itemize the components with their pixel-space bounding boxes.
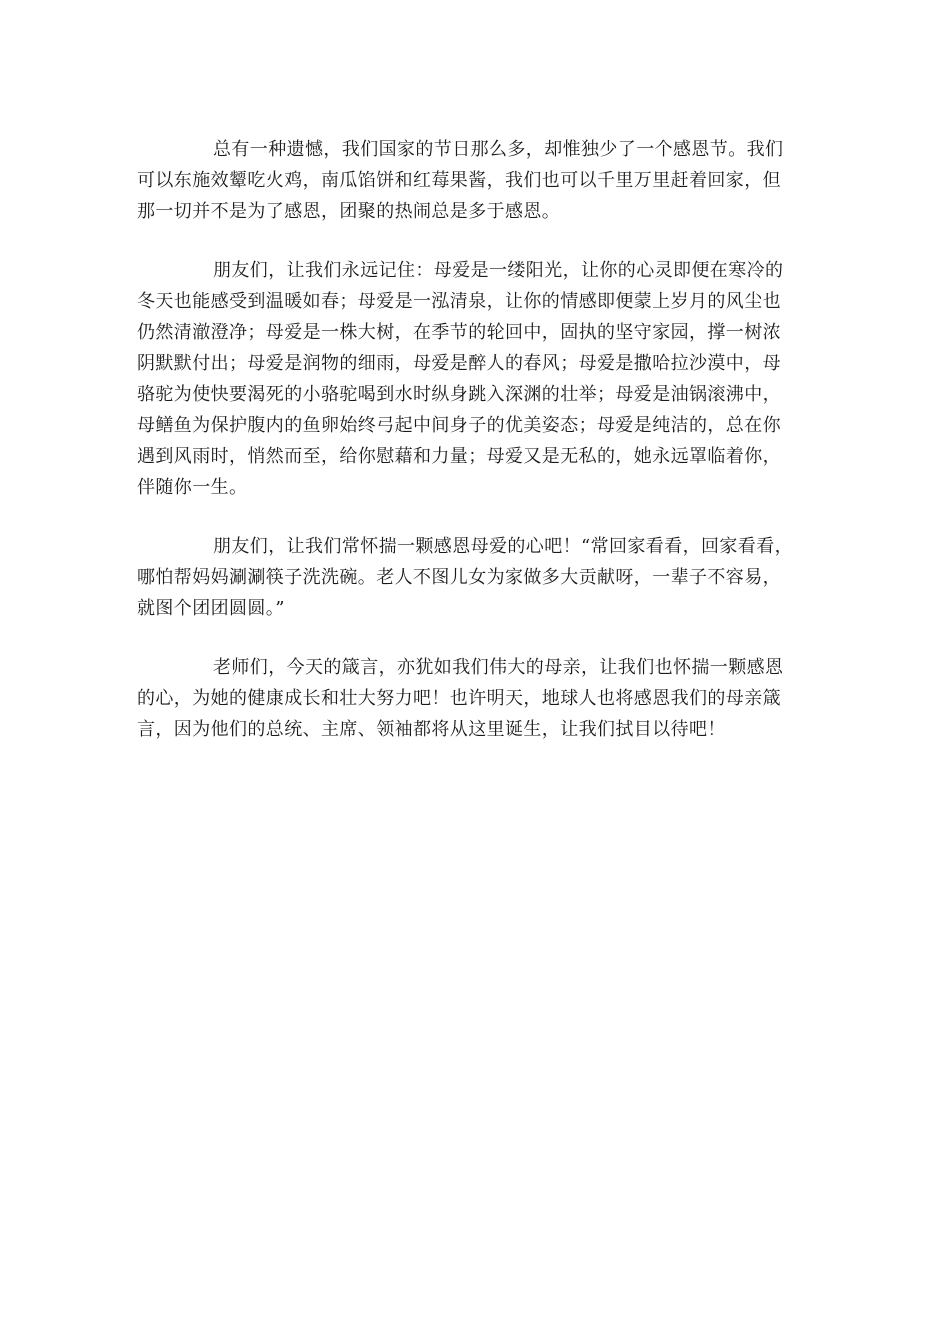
text-line: 言，因为他们的总统、主席、领袖都将从这里诞生，让我们拭目以待吧！: [137, 719, 726, 740]
text-line: 阴默默付出；母爱是润物的细雨，母爱是醉人的春风；母爱是撒哈拉沙漠中，母: [137, 353, 781, 374]
text-line: 老师们，今天的箴言，亦犹如我们伟大的母亲，让我们也怀揣一颗感恩: [213, 657, 784, 678]
text-line: 母鳝鱼为保护腹内的鱼卵始终弓起中间身子的优美姿态；母爱是纯洁的，总在你: [137, 415, 781, 436]
text-line: 骆驼为使快要渴死的小骆驼喝到水时纵身跳入深渊的壮举；母爱是油锅滚沸中，: [137, 384, 781, 405]
paragraph-go-home: [137, 531, 833, 624]
text-line: 朋友们，让我们永远记住：母爱是一缕阳光，让你的心灵即便在寒冷的: [213, 260, 784, 281]
text-line: 可以东施效颦吃火鸡，南瓜馅饼和红莓果酱，我们也可以千里万里赶着回家，但: [137, 170, 781, 191]
paragraph-teachers: [137, 652, 833, 745]
text-line: 冬天也能感受到温暖如春；母爱是一泓清泉，让你的情感即便蒙上岁月的风尘也: [137, 291, 781, 312]
text-line: 朋友们，让我们常怀揣一颗感恩母爱的心吧！“常回家看看，回家看看，: [213, 536, 793, 557]
text-line: 那一切并不是为了感恩，团聚的热闹总是多于感恩。: [137, 201, 561, 222]
text-line: 遇到风雨时，悄然而至，给你慰藉和力量；母爱又是无私的，她永远罩临着你，: [137, 446, 781, 467]
paragraph-no-thanksgiving: [137, 134, 833, 227]
text-line: 哪怕帮妈妈涮涮筷子洗洗碗。老人不图儿女为家做多大贡献呀，一辈子不容易，: [137, 567, 781, 588]
text-line: 的心，为她的健康成长和壮大努力吧！也许明天，地球人也将感恩我们的母亲箴: [137, 688, 781, 709]
text-line: 总有一种遗憾，我们国家的节日那么多，却惟独少了一个感恩节。我们: [213, 139, 784, 160]
text-line: 仍然清澈澄净；母爱是一株大树，在季节的轮回中，固执的坚守家园，撑一树浓: [137, 322, 781, 343]
document-body: [137, 134, 833, 773]
paragraph-mother-love: [137, 255, 833, 503]
text-line: 伴随你一生。: [137, 477, 248, 498]
text-line: 就图个团团圆圆。”: [137, 598, 285, 619]
